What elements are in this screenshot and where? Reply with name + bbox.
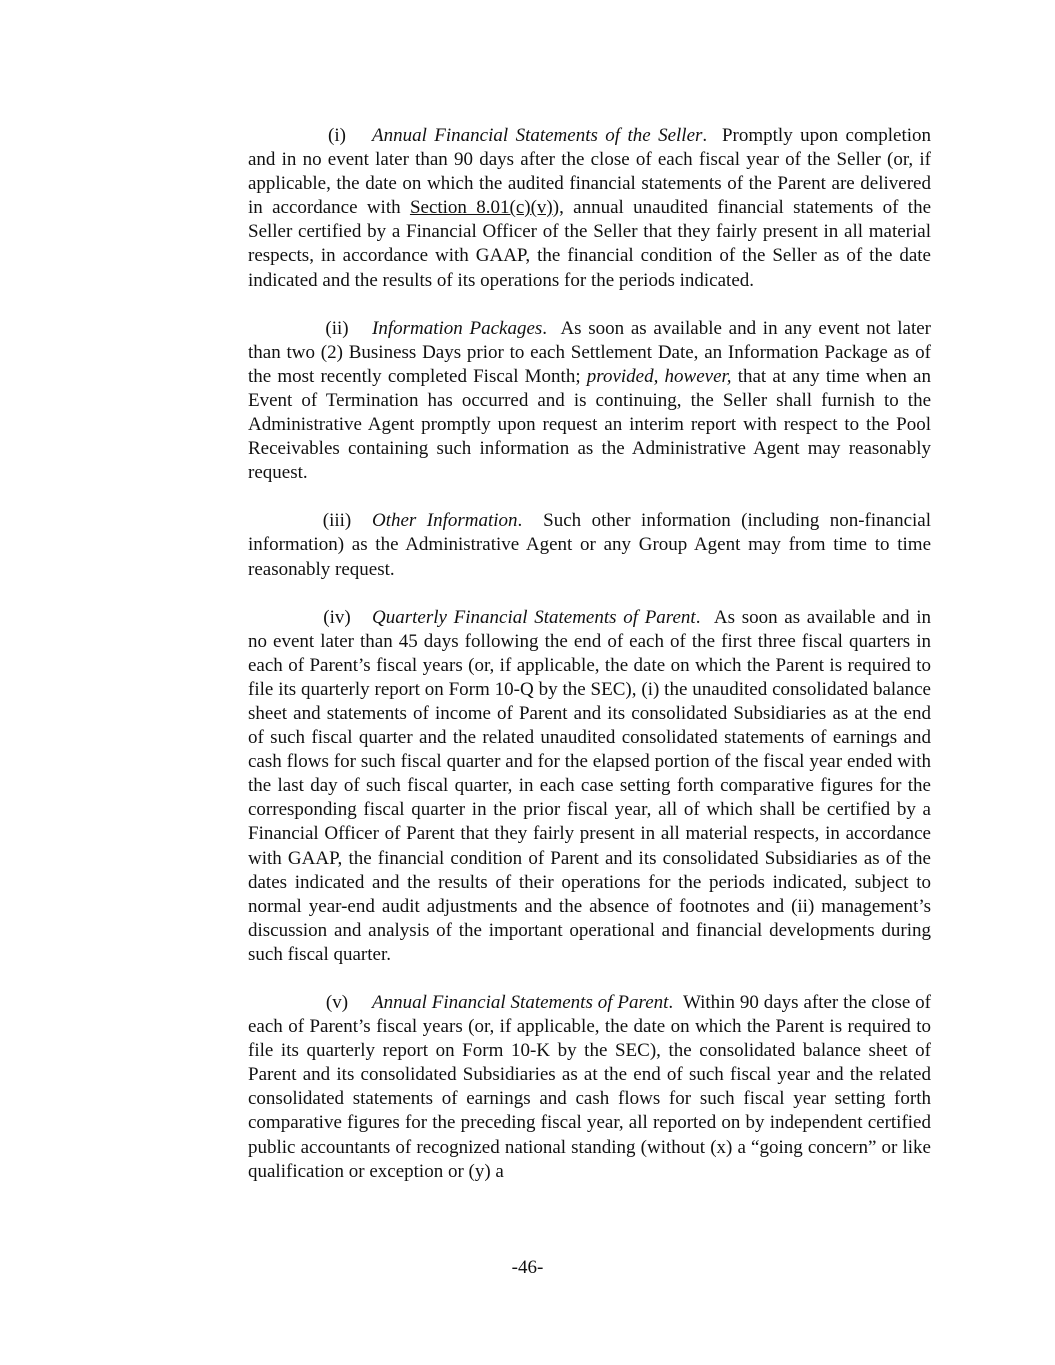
paragraph-number: (v): [325, 992, 349, 1013]
paragraph-text: Such other information (including non-financial information) as the Administrative Agent or any Group Agent may from time to time reasonably request.: [248, 510, 931, 580]
section-reference-link[interactable]: Section 8.01(c)(v): [409, 197, 553, 219]
paragraph-number: (iii): [322, 510, 352, 532]
paragraph-heading: Annual Financial Statements of the Seller: [372, 125, 703, 146]
paragraph-text: that at any time when an Event of Termination has occurred and is continuing, the Seller shall furnish to the Administrative Agent promptly upon request an interim report with respect to the Pool Receivables containing such information as the Administrative Agent may reasonably request.: [248, 365, 931, 484]
document-body: [248, 124, 931, 1208]
paragraph-ii: (ii) Information Packages. As soon as available and in any event not later than two (2) Business Days prior to each Settlement Date, an Information Package as of the most recently completed Fiscal Month; provided, however, that at any time when an Event of Termination has occurred and is continuing, the Seller shall furnish to the Administrative Agent promptly upon request an interim report with respect to the Pool Receivables containing such information as the Administrative Agent may reasonably request.: [248, 317, 931, 484]
paragraph-heading: Information Packages: [372, 317, 543, 339]
paragraph-italic-text: provided, however,: [586, 365, 732, 387]
paragraph-text: As soon as available and in any event not later than two (2) Business Days prior to each Settlement Date, an Information Package as of the most recently completed Fiscal Month;: [248, 317, 931, 387]
paragraph-heading: Other Information: [372, 510, 518, 532]
page-number: -46-: [511, 1257, 544, 1278]
paragraph-heading: Annual Financial Statements of Parent: [372, 992, 669, 1013]
paragraph-number: (iv): [323, 606, 351, 628]
paragraph-text: Promptly upon completion and in no event later than 90 days after the close of each fiscal year of the Seller (or, if applicable, the date on which the audited financial statements of the Parent are delivered in accordance with: [248, 125, 932, 219]
paragraph-text: As soon as available and in no event later than 45 days following the end of each of the first three fiscal quarters in each of Parent’s fiscal years (or, if applicable, the date on which the Parent is required to file its quarterly report on Form 10-Q by the SEC), (i) the unaudited consolidated balance sheet and statements of income of Parent and its consolidated Subsidiaries as at the end of such fiscal quarter and the related unaudited consolidated statements of earnings and cash flows for such fiscal quarter and for the elapsed portion of the fiscal year ended with the last day of such fiscal quarter, in each case setting forth comparative figures for the corresponding fiscal quarter in the prior fiscal year, all of which shall be certified by a Financial Officer of Parent that they fairly present in all material respects, in accordance with GAAP, the financial condition of Parent and its consolidated Subsidiaries as of the dates indicated and the results of their operations for the periods indicated, subject to normal year-end audit adjustments and the absence of footnotes and (ii) management’s discussion and analysis of the important operational and financial developments during such fiscal quarter.: [248, 606, 931, 965]
paragraph-i: (i) Annual Financial Statements of the Seller. Promptly upon completion and in no event later than 90 days after the close of each fiscal year of the Seller (or, if applicable, the date on which the audited financial statements of the Parent are delivered in accordance with Section 8.01(c)(v)), annual unaudited financial statements of the Seller certified by a Financial Officer of the Seller that they fairly present in all material respects, in accordance with GAAP, the financial condition of the Seller as of the date indicated and the results of its operations for the periods indicated.: [248, 125, 932, 291]
paragraph-text: Within 90 days after the close of each of Parent’s fiscal years (or, if applicable, the date on which the Parent is required to file its quarterly report on Form 10-K by the SEC), the consolidated balance sheet of Parent and its consolidated Subsidiaries as at the end of such fiscal year and the related consolidated statements of earnings and cash flows for such fiscal year setting forth comparative figures for the preceding fiscal year, all reported on by independent certified public accountants of recognized national standing (without (x) a “going concern” or like qualification or exception or (y) a: [248, 992, 931, 1182]
paragraph-heading: Quarterly Financial Statements of Parent: [372, 606, 696, 628]
paragraph-iv: (iv) Quarterly Financial Statements of Parent. As soon as available and in no event later than 45 days following the end of each of the first three fiscal quarters in each of Parent’s fiscal years (or, if applicable, the date on which the Parent is required to file its quarterly report on Form 10-Q by the SEC), (i) the unaudited consolidated balance sheet and statements of income of Parent and its consolidated Subsidiaries as at the end of such fiscal quarter and the related unaudited consolidated statements of earnings and cash flows for such fiscal quarter and for the elapsed portion of the fiscal year ended with the last day of such fiscal quarter, in each case setting forth comparative figures for the corresponding fiscal quarter in the prior fiscal year, all of which shall be certified by a Financial Officer of Parent that they fairly present in all material respects, in accordance with GAAP, the financial condition of Parent and its consolidated Subsidiaries as of the dates indicated and the results of their operations for the periods indicated, subject to normal year-end audit adjustments and the absence of footnotes and (ii) management’s discussion and analysis of the important operational and financial developments during such fiscal quarter.: [248, 606, 931, 965]
paragraph-iii: (iii) Other Information. Such other information (including non-financial information) as the Administrative Agent or any Group Agent may from time to time reasonably request.: [248, 510, 931, 580]
paragraph-text: ), annual unaudited financial statements of the Seller certified by a Financial Officer of the Seller that they fairly present in all material respects, in accordance with GAAP, the financial condition of the Seller as of the date indicated and the results of its operations for the periods indicated.: [248, 197, 932, 291]
paragraph-number: (i): [328, 125, 346, 146]
paragraph-v: (v) Annual Financial Statements of Parent. Within 90 days after the close of each of Parent’s fiscal years (or, if applicable, the date on which the Parent is required to file its quarterly report on Form 10-K by the SEC), the consolidated balance sheet of Parent and its consolidated Subsidiaries as at the end of such fiscal year and the related consolidated statements of earnings and cash flows for such fiscal year setting forth comparative figures for the preceding fiscal year, all reported on by independent certified public accountants of recognized national standing (without (x) a “going concern” or like qualification or exception or (y) a: [248, 992, 931, 1182]
paragraph-number: (ii): [325, 317, 349, 339]
